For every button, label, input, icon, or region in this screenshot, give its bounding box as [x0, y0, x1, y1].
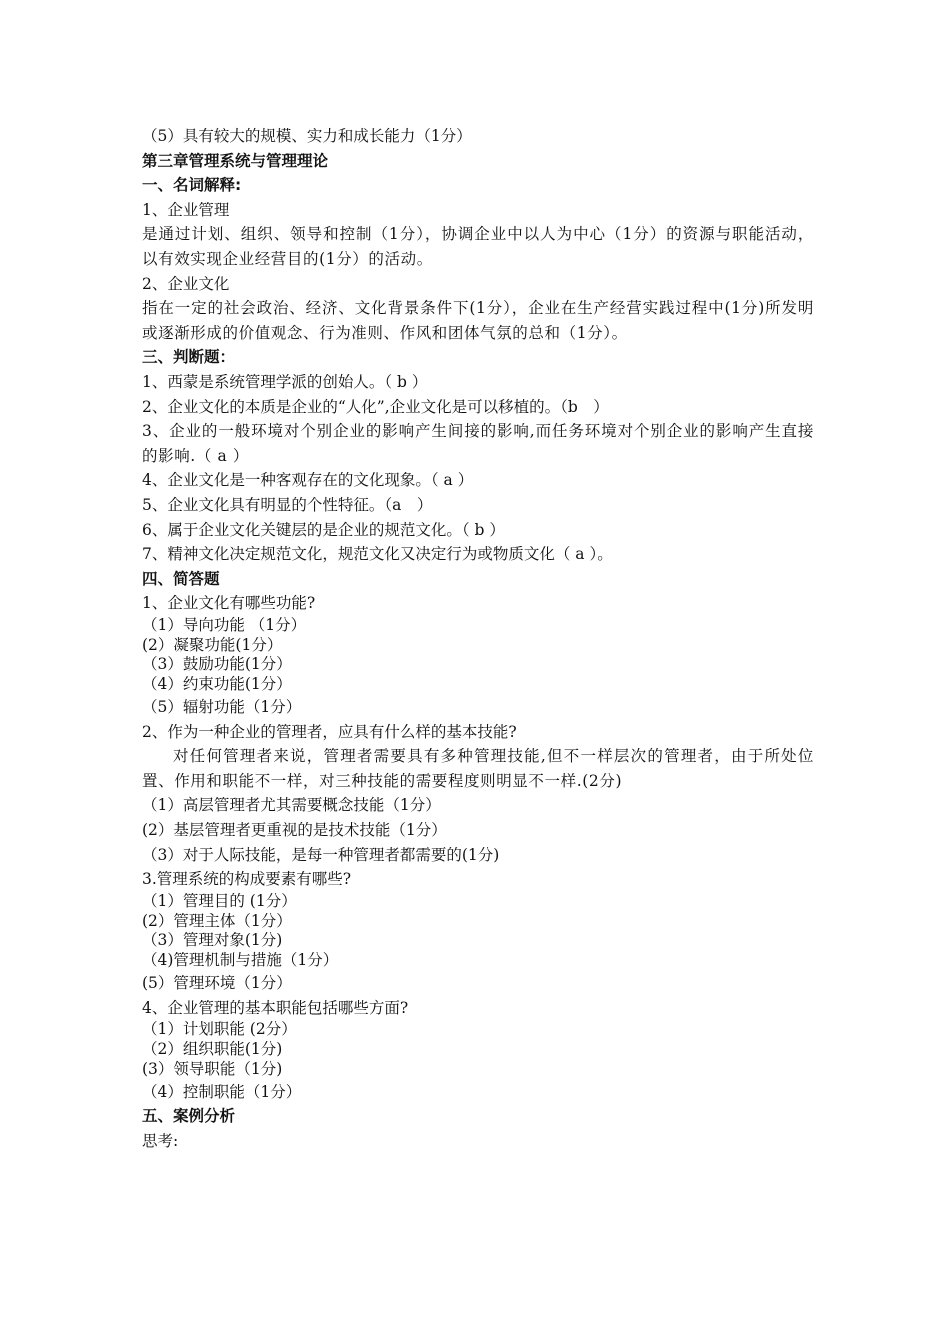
term-title: 1、企业管理 [142, 200, 230, 219]
answer-item: （3）管理对象(1分) [142, 931, 283, 950]
document-content [142, 124, 814, 1153]
judgement-item: 4、企业文化是一种客观存在的文化现象。（ a ） [142, 471, 474, 490]
answer-item: （1）管理目的 (1分） [142, 891, 297, 910]
answer-item: （4）约束功能(1分） [142, 675, 292, 694]
section-heading: 五、案例分析 [142, 1107, 236, 1126]
section-heading: 四、简答题 [142, 569, 220, 588]
term-definition: 是通过计划、组织、领导和控制（1分），协调企业中以人为中心（1分）的资源与职能活动，以有效实现企业经营目的(1分）的活动。 [142, 225, 814, 268]
judgement-item: 5、企业文化具有明显的个性特征。（a ） [142, 495, 433, 514]
answer-item: (2）管理主体（1分） [142, 911, 292, 930]
chapter-heading: 第三章管理系统与管理理论 [142, 151, 329, 170]
term-definition: 指在一定的社会政治、经济、文化背景条件下(1分），企业在生产经营实践过程中(1分)所发明或逐渐形成的价值观念、行为准则、作风和团体气氛的总和（1分）。 [142, 299, 814, 342]
term-title: 2、企业文化 [142, 274, 230, 293]
answer-item: （1）计划职能 (2分） [142, 1020, 297, 1039]
answer-item: （1）导向功能 （1分） [142, 615, 307, 634]
answer-paragraph: 对任何管理者来说，管理者需要具有多种管理技能,但不一样层次的管理者，由于所处位置、作用和职能不一样，对三种技能的需要程度则明显不一样.(2分) [142, 747, 814, 790]
answer-item: （4)管理机制与措施（1分） [142, 951, 339, 970]
section-heading: 三、判断题： [142, 348, 236, 367]
judgement-item: 3、企业的一般环境对个别企业的影响产生间接的影响,而任务环境对个别企业的影响产生直接的影响.（ a ） [142, 422, 814, 465]
question: 4、企业管理的基本职能包括哪些方面? [142, 998, 409, 1017]
answer-item: （4）控制职能（1分） [142, 1082, 302, 1101]
judgement-item: 7、精神文化决定规范文化，规范文化又决定行为或物质文化（ a ）。 [142, 545, 613, 564]
answer-item: (2）凝聚功能(1分） [142, 635, 283, 654]
judgement-item: 2、企业文化的本质是企业的“人化”,企业文化是可以移植的。（b ） [142, 397, 609, 416]
question: 2、作为一种企业的管理者，应具有什么样的基本技能? [142, 722, 517, 741]
answer-item: (3）领导职能（1分) [142, 1059, 283, 1078]
text-line: 思考: [142, 1131, 179, 1150]
judgement-item: 6、属于企业文化关键层的是企业的规范文化。（ b ） [142, 520, 505, 539]
answer-item: （3）鼓励功能(1分） [142, 655, 292, 674]
answer-item: (5）管理环境（1分） [142, 974, 292, 992]
question: 3.管理系统的构成要素有哪些? [142, 870, 352, 889]
answer-item: （1）高层管理者尤其需要概念技能（1分） [142, 796, 441, 815]
judgement-item: 1、西蒙是系统管理学派的创始人。（ b ） [142, 372, 428, 391]
answer-item: (2）基层管理者更重视的是技术技能（1分） [142, 821, 447, 840]
text-line: （5）具有较大的规模、实力和成长能力（1分） [142, 127, 472, 145]
answer-item: （5）辐射功能（1分） [142, 698, 302, 717]
section-heading: 一、名词解释: [142, 176, 242, 195]
answer-item: （2）组织职能(1分) [142, 1039, 283, 1058]
answer-item: （3）对于人际技能，是每一种管理者都需要的(1分) [142, 845, 500, 864]
question: 1、企业文化有哪些功能? [142, 594, 316, 613]
